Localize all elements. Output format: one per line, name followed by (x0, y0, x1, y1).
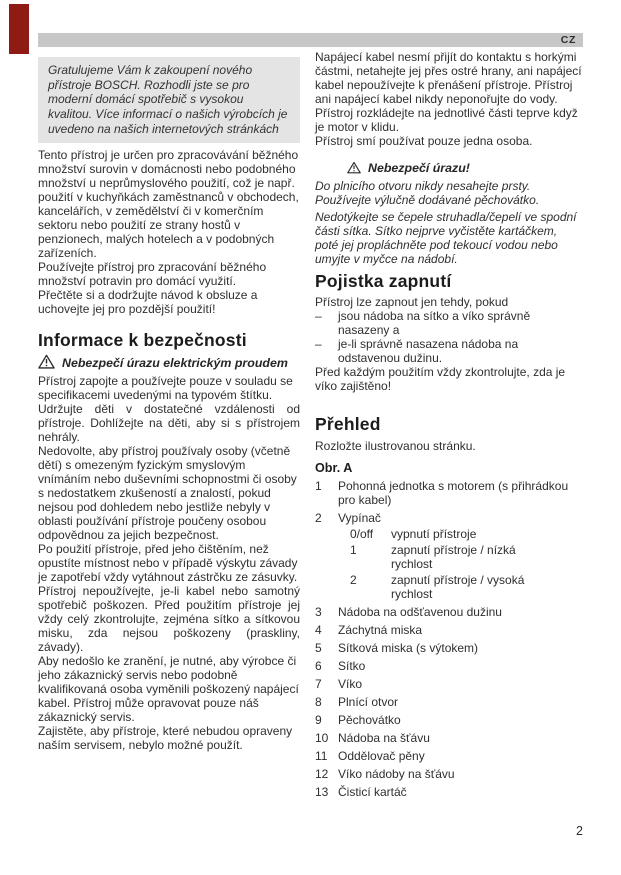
page-header-bar (38, 33, 583, 47)
warning-title-text: Nebezpečí úrazu! (368, 161, 470, 175)
warning-triangle-icon (347, 161, 361, 178)
item-number: 4 (315, 623, 322, 637)
warning-triangle-icon (38, 354, 55, 373)
paragraph: Udržujte děti v dostatečné vzdálenosti od přístroje. Dohlížejte na děti, aby si s přístrojem nehrály. (38, 401, 300, 444)
paragraph: Rozložte ilustrovanou stránku. (315, 439, 476, 453)
list-item (315, 479, 583, 507)
switch-function: zapnutí přístroje / vysoká rychlost (391, 573, 525, 601)
paragraph: Přístroj zapojte a používejte pouze v souladu se specifikacemi uvedenými na typovém štítku. (38, 373, 293, 402)
paragraph: Tento přístroj je určen pro zpracovávání běžného množství surovin v domácnosti nebo podobného množství u neprůmyslového použití, což je např. použití v kuchyňkách zaměstnanců v obchodech, kancelářích, v zemědělství či v komerčním sektoru nebo použití ze strany hostů v penzionech, malých hotelech a v podobných zařízeních. (38, 147, 299, 260)
item-number: 13 (315, 785, 329, 799)
warning-electric-shock (38, 354, 300, 373)
item-text: Pohonná jednotka s motorem (s přihrádkou pro kabel) (338, 479, 569, 507)
warning-paragraph: Do plnicího otvoru nikdy nesahejte prsty. Používejte výlučně dodávané pěchovátko. (315, 179, 540, 207)
item-number: 11 (315, 749, 328, 763)
switch-sub-item (338, 573, 583, 601)
item-text: Čisticí kartáč (338, 785, 407, 799)
item-number: 3 (315, 605, 322, 619)
switch-position: 0/off (350, 527, 374, 541)
paragraph: Přístroj lze zapnout jen tehdy, pokud (315, 295, 509, 309)
paragraph: Přístroj nepoužívejte, je-li kabel nebo samotný spotřebič poškozen. Před použitím přístroje jej vždy celý zkontrolujte, zejména sítko a sítkovou misku, zda nejsou poškozeny (praskliny, závady). (38, 583, 300, 654)
item-text: Pěchovátko (338, 713, 401, 727)
paragraph: Napájecí kabel nesmí přijít do kontaktu s horkými částmi, netahejte jej přes ostré hrany, ani napájecí kabel nepoužívejte k přenášení přístroje. Přístroj ani napájecí kabel nikdy neponořujte do vody. (315, 50, 582, 106)
list-item (315, 713, 583, 727)
item-text: Sítko (338, 659, 366, 673)
paragraph: Zajistěte, aby přístroje, které nebudou opraveny naším servisem, nebylo možné použít. (38, 723, 293, 752)
bullet-item (315, 309, 583, 337)
item-number: 1 (315, 479, 322, 493)
switch-function: vypnutí přístroje (391, 527, 477, 541)
list-item (315, 641, 583, 655)
intro-quote-box (38, 57, 300, 143)
list-item (315, 659, 583, 673)
left-column (38, 50, 300, 803)
item-number: 5 (315, 641, 322, 655)
figure-label: Obr. A (315, 461, 353, 475)
list-item (315, 731, 583, 745)
item-text: Vypínač (338, 511, 381, 525)
switch-function: zapnutí přístroje / nízká rychlost (391, 543, 516, 571)
warning-paragraph: Nedotýkejte se čepele struhadla/čepelí ve spodní části sítka. Sítko nejprve vyčistěte kartáčkem, poté jej propláchněte pod tekoucí vodou nebo umyjte v myčce na nádobí. (315, 210, 577, 266)
item-number: 10 (315, 731, 329, 745)
bullet-dash: – (315, 309, 322, 323)
list-item (315, 511, 583, 601)
item-text: Víko nádoby na šťávu (338, 767, 455, 781)
item-text: Záchytná miska (338, 623, 423, 637)
red-corner-tab (9, 4, 29, 54)
item-number: 8 (315, 695, 322, 709)
paragraph: Aby nedošlo ke zranění, je nutné, aby výrobce či jeho zákaznický servis nebo podobně kvalifikovaná osoba vyměnili poškozený napájecí kabel. Přístroj může opravovat pouze náš zákaznický servis. (38, 653, 299, 724)
two-column-layout (38, 50, 583, 803)
item-text: Nádoba na šťávu (338, 731, 430, 745)
paragraph: Před každým použitím vždy zkontrolujte, zda je víko zajištěno! (315, 365, 566, 393)
lock-section-heading: Pojistka zapnutí (315, 271, 452, 291)
list-item (315, 677, 583, 691)
safety-section-heading: Informace k bezpečnosti (38, 329, 247, 350)
item-number: 2 (315, 511, 322, 525)
list-item (315, 695, 583, 709)
paragraph: Nedovolte, aby přístroj používaly osoby (včetně dětí) s omezeným fyzickým smyslovým vnímáním nebo duševními schopnostmi či osoby s nedostatkem zkušeností a znalostí, pokud nejsou pod dohledem nebo jestliže nebyly v oblasti používání přístroje poučeny osobou odpovědnou za jejich bezpečnost. (38, 443, 297, 542)
bullet-item (315, 337, 583, 365)
paragraph: Po použití přístroje, před jeho čištěním, než opustíte místnost nebo v případě výskytu závady je zapotřebí vždy vytáhnout zástrčku ze zásuvky. (38, 541, 298, 584)
intro-quote-text: Gratulujeme Vám k zakoupení nového přístroje BOSCH. Rozhodli jste se pro moderní domácí spotřebič s vysokou kvalitou. Více informací o našich výrobcích je uvedeno na našich internetových stránkách (48, 63, 288, 136)
switch-sub-item (338, 527, 583, 541)
switch-sub-item (338, 543, 583, 571)
bullet-dash: – (315, 337, 322, 351)
bullet-text: jsou nádoba na sítko a víko správně nasazeny a (338, 309, 531, 337)
paragraph: Přečtěte si a dodržujte návod k obsluze a uchovejte jej pro pozdější použití! (38, 287, 258, 316)
paragraph: Používejte přístroj pro zpracování běžného množství potravin pro domácí využití. (38, 259, 267, 288)
list-item (315, 623, 583, 637)
list-item (315, 749, 583, 763)
list-item (315, 767, 583, 781)
parts-list (315, 479, 583, 799)
item-number: 9 (315, 713, 322, 727)
warning-injury (315, 161, 583, 178)
language-code: CZ (560, 34, 576, 46)
item-number: 7 (315, 677, 322, 691)
list-item (315, 605, 583, 619)
item-number: 6 (315, 659, 322, 673)
right-column (315, 50, 583, 803)
warning-title-text: Nebezpečí úrazu elektrickým proudem (62, 355, 288, 370)
item-text: Víko (338, 677, 363, 691)
item-text: Plnící otvor (338, 695, 399, 709)
item-number: 12 (315, 767, 329, 781)
list-item (315, 785, 583, 799)
item-text: Nádoba na odšťavenou dužinu (338, 605, 502, 619)
switch-position: 1 (350, 543, 357, 557)
item-text: Oddělovač pěny (338, 749, 425, 763)
overview-section-heading: Přehled (315, 414, 381, 434)
paragraph: Přístroj rozkládejte na jednotlivé části teprve když je motor v klidu. (315, 106, 578, 134)
page-number: 2 (576, 824, 583, 838)
item-text: Sítková miska (s výtokem) (338, 641, 479, 655)
paragraph: Přístroj smí používat pouze jedna osoba. (315, 134, 533, 148)
bullet-text: je-li správně nasazena nádoba na odstavenou dužinu. (338, 337, 519, 365)
item-text-group (338, 511, 583, 601)
switch-position: 2 (350, 573, 357, 587)
